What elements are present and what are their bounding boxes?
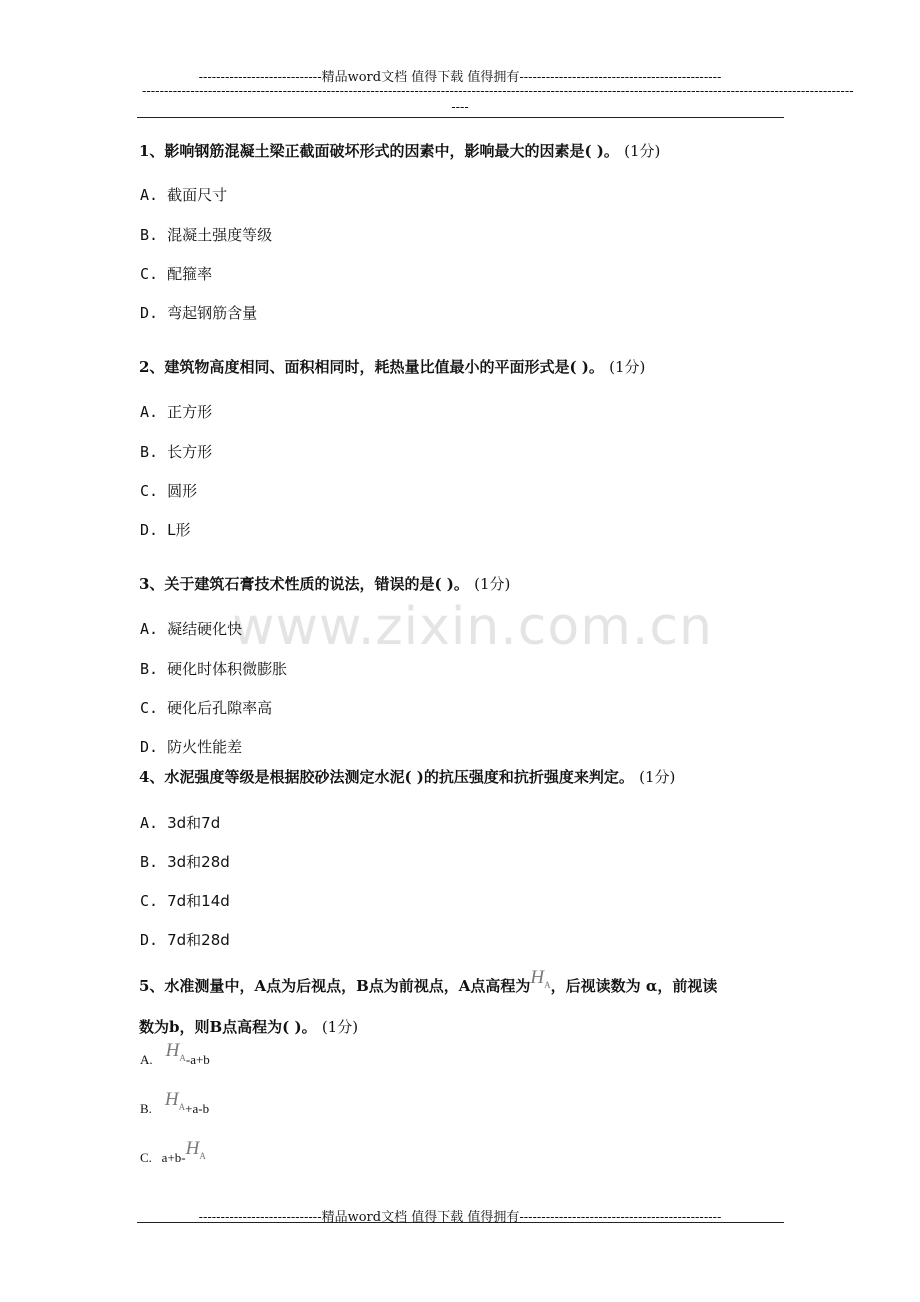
symbol-main: H <box>165 1040 180 1061</box>
question-1-option-d[interactable] <box>140 302 257 323</box>
option-text: 防火性能差 <box>167 738 243 756</box>
option-text: 3d和7d <box>167 814 221 832</box>
question-5-option-b[interactable] <box>140 1089 210 1120</box>
question-4-option-b[interactable] <box>140 851 230 872</box>
question-3-option-d[interactable] <box>140 736 242 757</box>
question-3 <box>139 570 784 598</box>
symbol-main: H <box>164 1089 179 1110</box>
question-2-option-c[interactable] <box>140 480 197 501</box>
question-2 <box>139 353 784 381</box>
footer-rule <box>137 1222 784 1223</box>
question-4-option-a[interactable] <box>140 812 220 833</box>
option-letter: A. <box>140 620 159 638</box>
option-letter: C. <box>140 482 159 500</box>
question-1-stem: 1、影响钢筋混凝土梁正截面破坏形式的因素中，影响最大的因素是( )。 <box>139 142 619 160</box>
option-text: 混凝土强度等级 <box>167 226 273 244</box>
option-text: 正方形 <box>167 403 213 421</box>
option-text: 7d和14d <box>167 892 230 910</box>
option-letter: B. <box>140 443 159 461</box>
question-1-score: (1分) <box>624 142 661 160</box>
option-text: 长方形 <box>167 443 213 461</box>
option-letter: C. <box>140 892 159 910</box>
question-4 <box>139 763 784 791</box>
question-5-line-1 <box>139 967 784 1007</box>
option-text: 硬化后孔隙率高 <box>167 699 273 717</box>
question-2-option-a[interactable] <box>140 401 212 422</box>
option-letter: B. <box>140 226 159 244</box>
option-letter: D. <box>140 521 159 539</box>
option-letter: B. <box>140 853 159 871</box>
option-letter: C. <box>140 265 159 283</box>
question-5 <box>139 967 784 1041</box>
question-1-option-c[interactable] <box>140 263 212 284</box>
question-2-score: (1分) <box>609 358 646 376</box>
option-letter: D. <box>140 738 159 756</box>
option-letter: B. <box>140 1101 152 1116</box>
question-5-option-a[interactable] <box>140 1040 210 1071</box>
watermark: www.zixin.com.cn <box>232 597 713 657</box>
question-4-score: (1分) <box>639 768 676 786</box>
question-5-score: (1分) <box>321 1017 359 1036</box>
question-2-option-b[interactable] <box>140 441 212 462</box>
question-1-option-a[interactable] <box>140 184 227 205</box>
header-banner: ----------------------------精品word文档 值得下载 值得拥有---------------------------------------------- <box>198 70 722 85</box>
option-formula: -a+b <box>185 1052 210 1067</box>
height-symbol-ha <box>166 1040 186 1061</box>
option-text: 硬化时体积微膨胀 <box>167 660 288 678</box>
header-dash-tail: ---- <box>451 100 469 115</box>
height-symbol-ha <box>165 1089 185 1110</box>
question-3-option-a[interactable] <box>140 618 242 639</box>
option-letter: A. <box>140 1052 153 1067</box>
option-letter: A. <box>140 814 159 832</box>
question-5-stem-part1: 5、水准测量中，A点为后视点，B点为前视点，A点高程为 <box>139 977 531 995</box>
option-text: L形 <box>167 521 191 539</box>
height-symbol-ha <box>530 967 550 988</box>
question-4-option-c[interactable] <box>140 890 230 911</box>
option-letter: A. <box>140 186 159 204</box>
option-formula: a+b- <box>161 1150 186 1165</box>
option-formula: +a-b <box>185 1101 210 1116</box>
option-text: 弯起钢筋含量 <box>167 304 258 322</box>
option-text: 截面尺寸 <box>167 186 228 204</box>
symbol-subscript: A <box>199 1150 206 1161</box>
option-letter: B. <box>140 660 159 678</box>
question-4-stem: 4、水泥强度等级是根据胶砂法测定水泥( )的抗压强度和抗折强度来判定。 <box>139 768 634 786</box>
option-text: 3d和28d <box>167 853 230 871</box>
option-letter: A. <box>140 403 159 421</box>
question-2-option-d[interactable] <box>140 519 190 540</box>
footer-banner: ----------------------------精品word文档 值得下载 值得拥有---------------------------------------------- <box>198 1210 722 1225</box>
option-text: 配箍率 <box>167 265 213 283</box>
symbol-main: H <box>185 1138 200 1159</box>
symbol-subscript: A <box>179 1052 186 1063</box>
question-3-score: (1分) <box>474 575 511 593</box>
option-letter: C. <box>140 699 159 717</box>
question-3-option-b[interactable] <box>140 658 287 679</box>
symbol-subscript: A <box>544 979 551 990</box>
question-3-option-c[interactable] <box>140 697 272 718</box>
option-text: 7d和28d <box>167 931 230 949</box>
question-4-option-d[interactable] <box>140 929 230 950</box>
question-2-stem: 2、建筑物高度相同、面积相同时，耗热量比值最小的平面形式是( )。 <box>139 358 604 376</box>
question-5-line-2 <box>139 1013 784 1041</box>
question-5-stem-part2: ，后视读数为 α，前视读 <box>550 977 718 995</box>
option-letter: C. <box>140 1150 152 1165</box>
option-text: 凝结硬化快 <box>167 620 243 638</box>
option-letter: D. <box>140 931 159 949</box>
symbol-subscript: A <box>178 1101 186 1112</box>
option-text: 圆形 <box>167 482 198 500</box>
height-symbol-ha <box>186 1138 206 1159</box>
question-1 <box>139 137 784 165</box>
question-5-stem-line2: 数为b，则B点高程为( )。 <box>139 1017 317 1036</box>
question-1-option-b[interactable] <box>140 224 272 245</box>
question-3-stem: 3、关于建筑石膏技术性质的说法，错误的是( )。 <box>139 575 469 593</box>
option-letter: D. <box>140 304 159 322</box>
question-5-option-c[interactable] <box>140 1138 206 1169</box>
header-dash-line: ------------------------------------------------------------------------------------------------------------------------------------------------------------------ <box>142 84 854 99</box>
header-rule <box>137 117 784 118</box>
symbol-main: H <box>530 967 545 988</box>
